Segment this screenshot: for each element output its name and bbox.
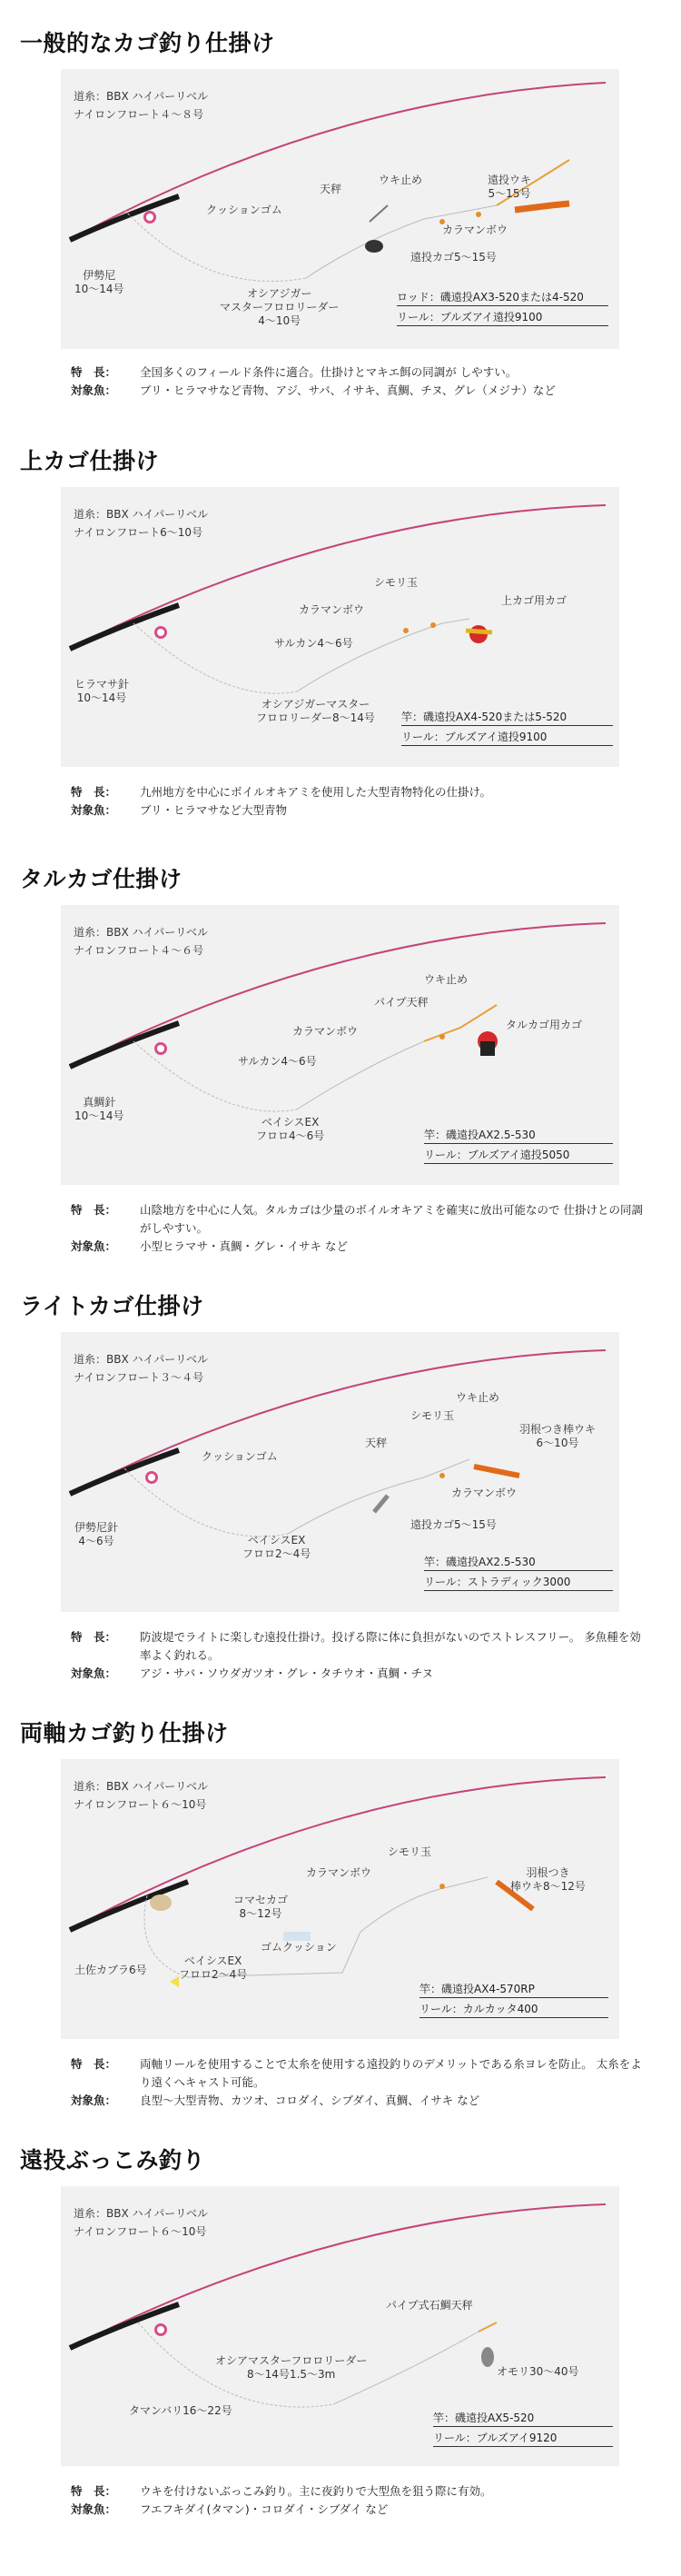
feature-key: 特 長： [71,2057,117,2071]
label-stopper: ウキ止め [424,973,469,986]
label-basket: 遠投カゴ5～15号 [410,251,497,264]
label-float: 羽根つき 棒ウキ8～12号 [510,1866,586,1893]
rig-diagram-panel [61,905,619,1185]
line-spec-2: ナイロンフロート６～10号 [74,2225,207,2238]
line-spec [74,923,208,960]
label-bead: カラマンボウ [306,1866,372,1879]
rig-description [71,1628,648,1683]
line-spec [74,505,208,542]
label-shimori: シモリ玉 [410,1409,455,1422]
section-title: 遠投ぶっこみ釣り [20,2147,206,2173]
rig-description [71,363,648,400]
label-leader: ベイシスEX フロロ2～4号 [242,1534,311,1560]
feature-text: 山陰地方を中心に人気。タルカゴは少量のボイルオキアミを確実に放出可能なので 仕掛けとの同調がしやすい。 [140,1203,643,1235]
rig-diagram-panel [61,1332,619,1612]
line-spec-1: 道糸：BBX ハイパーリベル [74,90,209,103]
target-text: アジ・サバ・ソウダガツオ・グレ・タチウオ・真鯛・チヌ [140,1666,434,1680]
feature-text: 防波堤でライトに楽しむ遠投仕掛け。投げる際に体に負担がないのでストレスフリー。 多魚種を効率よく釣れる。 [140,1630,641,1662]
target-text: 良型～大型青物、カツオ、コロダイ、シブダイ、真鯛、イサキ など [140,2094,480,2107]
target-key: 対象魚： [71,383,117,397]
rod-spec: 竿：磯遠投AX5-520 [433,2412,535,2424]
spec-underline [401,725,613,726]
feature-key: 特 長： [71,1630,117,1644]
rod-spec: 竿：磯遠投AX2.5-530 [424,1556,536,1568]
label-swivel: サルカン4～6号 [238,1055,317,1068]
spec-underline [419,2017,608,2018]
spec-underline [424,1570,613,1571]
spec-underline [433,2426,613,2427]
target-text: ブリ・ヒラマサなど大型青物 [140,803,288,817]
rig-description [71,2482,648,2519]
section-title: タルカゴ仕掛け [20,866,183,892]
section-bukkomi [0,2143,681,2561]
label-hook: 伊勢尼 10～14号 [74,269,124,295]
line-spec [74,87,208,124]
section-title: 一般的なカゴ釣り仕掛け [20,30,275,56]
label-hook: ヒラマサ針 10～14号 [74,678,130,704]
section-taru-kago [0,861,681,1261]
label-tenbin: 天秤 [365,1437,388,1449]
label-basket: 上カゴ用カゴ [501,594,568,607]
line-spec [74,1350,208,1387]
target-key: 対象魚： [71,1239,117,1253]
feature-text: 両軸リールを使用することで太糸を使用する遠投釣りのデメリットである糸ヨレを防止。 太糸をより遠くへキャスト可能。 [140,2057,642,2089]
label-float: 遠投ウキ 5～15号 [488,174,532,200]
feature-key: 特 長： [71,2484,117,2498]
rig-diagram-panel [61,2186,619,2466]
target-key: 対象魚： [71,2094,117,2107]
label-cushion: クッションゴム [202,1450,278,1463]
rod-spec: 竿：磯遠投AX4-520または5-520 [401,711,568,723]
rod-spec: 竿：磯遠投AX2.5-530 [424,1129,536,1141]
label-kabura: 土佐カブラ6号 [74,1964,147,1976]
target-key: 対象魚： [71,1666,117,1680]
label-leader: オシアマスターフロロリーダー 8～14号1.5～3m [215,2354,368,2381]
feature-text: 九州地方を中心にボイルオキアミを使用した大型青物特化の仕掛け。 [140,785,492,799]
spec-underline [433,2446,613,2447]
label-hook: 伊勢尼針 4～6号 [74,1521,119,1547]
reel-spec: リール：ブルズアイ遠投5050 [424,1149,570,1161]
label-swivel: サルカン4～6号 [274,637,353,650]
label-bead: カラマンボウ [442,224,508,236]
line-spec-1: 道糸：BBX ハイパーリベル [74,2207,209,2220]
reel-spec: リール：ブルズアイ9120 [433,2432,558,2444]
line-spec-1: 道糸：BBX ハイパーリベル [74,1353,209,1366]
feature-key: 特 長： [71,785,117,799]
section-upper-kago [0,443,681,834]
label-tenbin: 天秤 [320,183,342,195]
spec-underline [424,1143,613,1144]
reel-spec: リール：ブルズアイ遠投9100 [401,731,548,743]
line-spec-1: 道糸：BBX ハイパーリベル [74,508,209,521]
feature-text: 全国多くのフィールド条件に適合。仕掛けとマキエ餌の同調が しやすい。 [140,365,518,379]
label-float: 羽根つき棒ウキ 6～10号 [519,1423,597,1449]
label-sinker: オモリ30～40号 [497,2365,579,2378]
label-cushion: クッションゴム [206,204,282,216]
line-spec-1: 道糸：BBX ハイパーリベル [74,926,209,939]
spec-underline [424,1590,613,1591]
label-basket: タルカゴ用カゴ [506,1019,583,1031]
line-spec-2: ナイロンフロート４～８号 [74,108,204,121]
label-bead: カラマンボウ [451,1487,518,1499]
label-tenbin: パイプ式石鯛天秤 [386,2299,473,2312]
label-basket: コマセカゴ 8～12号 [233,1894,289,1920]
spec-underline [419,1997,608,1998]
rod-spec: ロッド：磯遠投AX3-520または4-520 [397,291,584,303]
label-leader: オシアジガーマスター フロロリーダー8～14号 [256,698,375,724]
rig-diagram-panel [61,1759,619,2039]
label-stopper: ウキ止め [456,1391,500,1404]
feature-key: 特 長： [71,1203,117,1217]
label-hook: 真鯛針 10～14号 [74,1096,124,1122]
spec-underline [424,1163,613,1164]
rig-description [71,2055,648,2110]
line-spec-2: ナイロンフロート４～６号 [74,944,204,957]
label-bead: カラマンボウ [299,603,365,616]
rig-description [71,1201,648,1256]
rod-spec: 竿：磯遠投AX4-570RP [419,1983,535,1995]
rig-diagram-panel [61,487,619,767]
label-bead: カラマンボウ [292,1025,359,1038]
feature-text: ウキを付けないぶっこみ釣り。主に夜釣りで大型魚を狙う際に有効。 [140,2484,492,2498]
rig-description [71,783,648,820]
target-text: 小型ヒラマサ・真鯛・グレ・イサキ など [140,1239,348,1253]
target-text: ブリ・ヒラマサなど青物、アジ、サバ、イサキ、真鯛、チヌ、グレ（メジナ）など [140,383,556,397]
reel-spec: リール：ブルズアイ遠投9100 [397,311,543,323]
section-light-kago [0,1288,681,1688]
spec-underline [401,745,613,746]
label-rubber-cushion: ゴムクッション [261,1941,337,1954]
section-general-kago [0,25,681,416]
label-leader: オシアジガー マスターフロロリーダー 4～10号 [220,287,340,327]
label-pipe-tenbin: パイプ天秤 [374,996,429,1009]
label-leader: ベイシスEX フロロ2～4号 [179,1954,248,1981]
section-title: ライトカゴ仕掛け [20,1293,204,1319]
target-key: 対象魚： [71,803,117,817]
line-spec-2: ナイロンフロート６～10号 [74,1798,207,1811]
label-hook: タマンバリ16～22号 [129,2404,232,2417]
label-shimori: シモリ玉 [388,1845,432,1858]
spec-underline [397,305,608,306]
target-text: フエフキダイ(タマン)・コロダイ・シブダイ など [140,2502,389,2516]
target-key: 対象魚： [71,2502,117,2516]
label-stopper: ウキ止め [379,174,423,186]
spec-underline [397,325,608,326]
feature-key: 特 長： [71,365,117,379]
line-spec-1: 道糸：BBX ハイパーリベル [74,1780,209,1793]
label-shimori: シモリ玉 [374,576,419,589]
line-spec [74,2204,208,2241]
section-title: 上カゴ仕掛け [20,448,160,474]
reel-spec: リール：カルカッタ400 [419,2003,538,2015]
rig-diagram-panel [61,69,619,349]
label-basket: 遠投カゴ5～15号 [410,1518,497,1531]
label-leader: ベイシスEX フロロ4～6号 [256,1116,325,1142]
line-spec-2: ナイロンフロート6～10号 [74,526,203,539]
line-spec-2: ナイロンフロート３～４号 [74,1371,204,1384]
section-dual-axis-kago [0,1716,681,2115]
line-spec [74,1777,208,1814]
reel-spec: リール：ストラディック3000 [424,1576,571,1588]
section-title: 両軸カゴ釣り仕掛け [20,1720,229,1746]
